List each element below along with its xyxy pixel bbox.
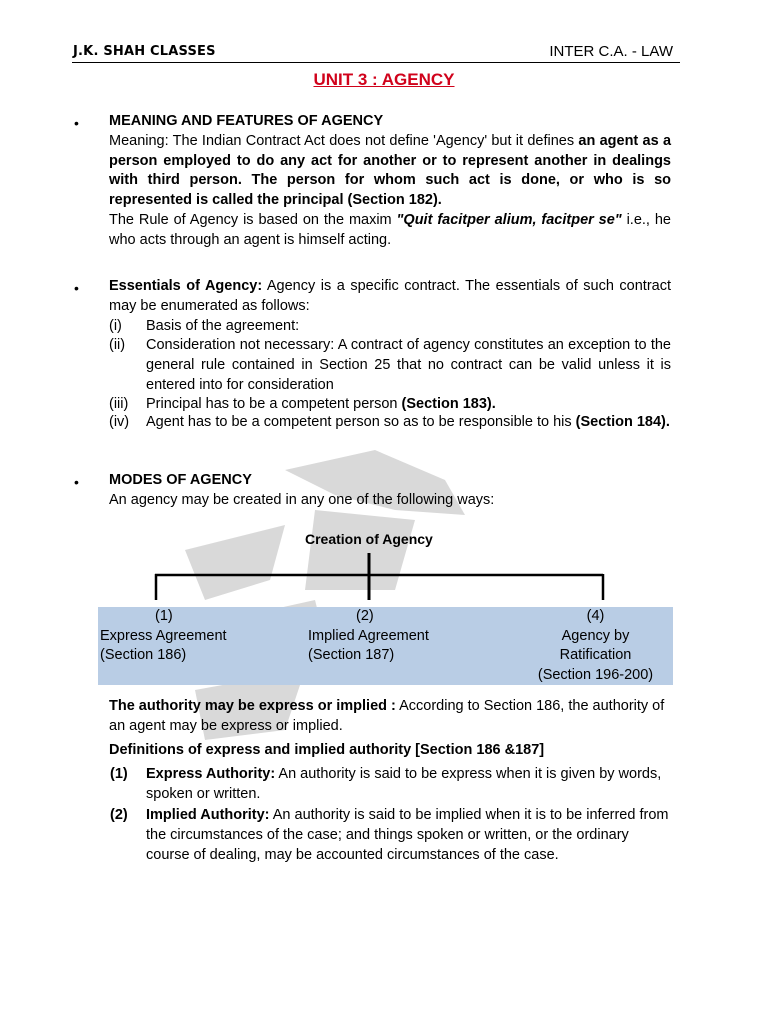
essentials-intro bbox=[109, 277, 671, 317]
item-text-normal: Agent has to be a competent person so as to be responsible to his bbox=[146, 414, 576, 430]
mode-number: (1) bbox=[155, 608, 173, 624]
bullet-modes: • bbox=[74, 474, 79, 490]
essentials-intro-text: Agency is a specific contract. The essentials of such contract may be enumerated as follows: bbox=[109, 278, 671, 314]
header-rule bbox=[72, 62, 680, 63]
authority-lead: The authority may be express or implied : bbox=[109, 698, 396, 714]
mode-section: (Section 196-200) bbox=[537, 666, 654, 683]
header-brand: J.K. SHAH CLASSES bbox=[73, 44, 216, 59]
item-number: (i) bbox=[109, 318, 122, 334]
meaning-heading: MEANING AND FEATURES OF AGENCY bbox=[109, 113, 384, 129]
mode-express bbox=[100, 607, 260, 666]
item-text: Basis of the agreement: bbox=[146, 318, 300, 334]
meaning-paragraph bbox=[109, 132, 671, 211]
essentials-heading: Essentials of Agency: bbox=[109, 278, 263, 294]
authority-paragraph bbox=[109, 697, 671, 737]
modes-heading: MODES OF AGENCY bbox=[109, 472, 252, 488]
definition-term: Implied Authority: bbox=[146, 807, 270, 823]
tree-connector bbox=[0, 545, 768, 610]
modes-section bbox=[109, 471, 671, 511]
meaning-definition: an agent as a person employed to do any act for another or to represent another in dealings with third person. The person for whom such act is done, or who is so represented is called the principal (Section 182). bbox=[109, 132, 672, 209]
mode-label: Express Agreement bbox=[100, 627, 227, 644]
modes-box bbox=[98, 607, 673, 685]
authority-text: According to Section 186, the authority of an agent may be express or implied. bbox=[109, 698, 665, 734]
meaning-text: Meaning: The Indian Contract Act does not define 'Agency' but it defines bbox=[109, 132, 579, 149]
maxim-quote: "Quit facitper alium, facitper se" bbox=[396, 211, 622, 228]
bullet-essentials: • bbox=[74, 280, 79, 296]
maxim-paragraph bbox=[109, 211, 671, 251]
item-text bbox=[146, 395, 671, 415]
mode-ratification bbox=[528, 607, 663, 685]
mode-section: (Section 186) bbox=[100, 647, 187, 663]
mode-section: (Section 187) bbox=[308, 647, 395, 663]
item-text bbox=[146, 413, 671, 433]
item-text-normal: Principal has to be a competent person bbox=[146, 396, 402, 412]
definition-number: (2) bbox=[110, 807, 128, 823]
definition-body: An authority is said to be express when it is given by words, spoken or written. bbox=[146, 766, 662, 802]
item-section-ref: (Section 184). bbox=[575, 414, 670, 430]
mode-label: Implied Agreement bbox=[308, 627, 429, 644]
definition-text bbox=[146, 806, 671, 865]
definition-number: (1) bbox=[110, 766, 128, 782]
definition-text bbox=[146, 765, 671, 805]
maxim-tail: i.e., he who acts through an agent is himself acting. bbox=[109, 211, 671, 248]
mode-number: (4) bbox=[586, 608, 605, 624]
mode-implied bbox=[308, 607, 468, 666]
item-number: (iii) bbox=[109, 396, 129, 412]
maxim-lead: The Rule of Agency is based on the maxim bbox=[109, 211, 397, 228]
mode-number: (2) bbox=[356, 608, 374, 624]
diagram-title: Creation of Agency bbox=[305, 531, 433, 547]
page-title: UNIT 3 : AGENCY bbox=[313, 70, 455, 89]
mode-label: Agency by bbox=[561, 627, 630, 644]
item-text: Consideration not necessary: A contract of agency constitutes an exception to the general rule contained in Section 25 that no contract can be valid unless it is entered into for consideration bbox=[146, 337, 671, 393]
item-number: (iv) bbox=[109, 414, 130, 430]
header-course: INTER C.A. - LAW bbox=[549, 43, 673, 60]
item-section-ref: (Section 183). bbox=[401, 396, 496, 412]
definition-term: Express Authority: bbox=[146, 766, 276, 782]
item-number: (ii) bbox=[109, 337, 126, 353]
definition-body: An authority is said to be implied when it is to be inferred from the circumstances of the case; and things spoken or written, or the ordinary course of dealing, may be accounted circumstances of the case. bbox=[146, 807, 669, 863]
bullet-meaning: • bbox=[74, 115, 79, 131]
meaning-section bbox=[109, 112, 671, 251]
mode-label-2: Ratification bbox=[559, 647, 632, 663]
modes-intro: An agency may be created in any one of the following ways: bbox=[109, 491, 495, 508]
definitions-heading: Definitions of express and implied authority [Section 186 &187] bbox=[109, 742, 545, 758]
